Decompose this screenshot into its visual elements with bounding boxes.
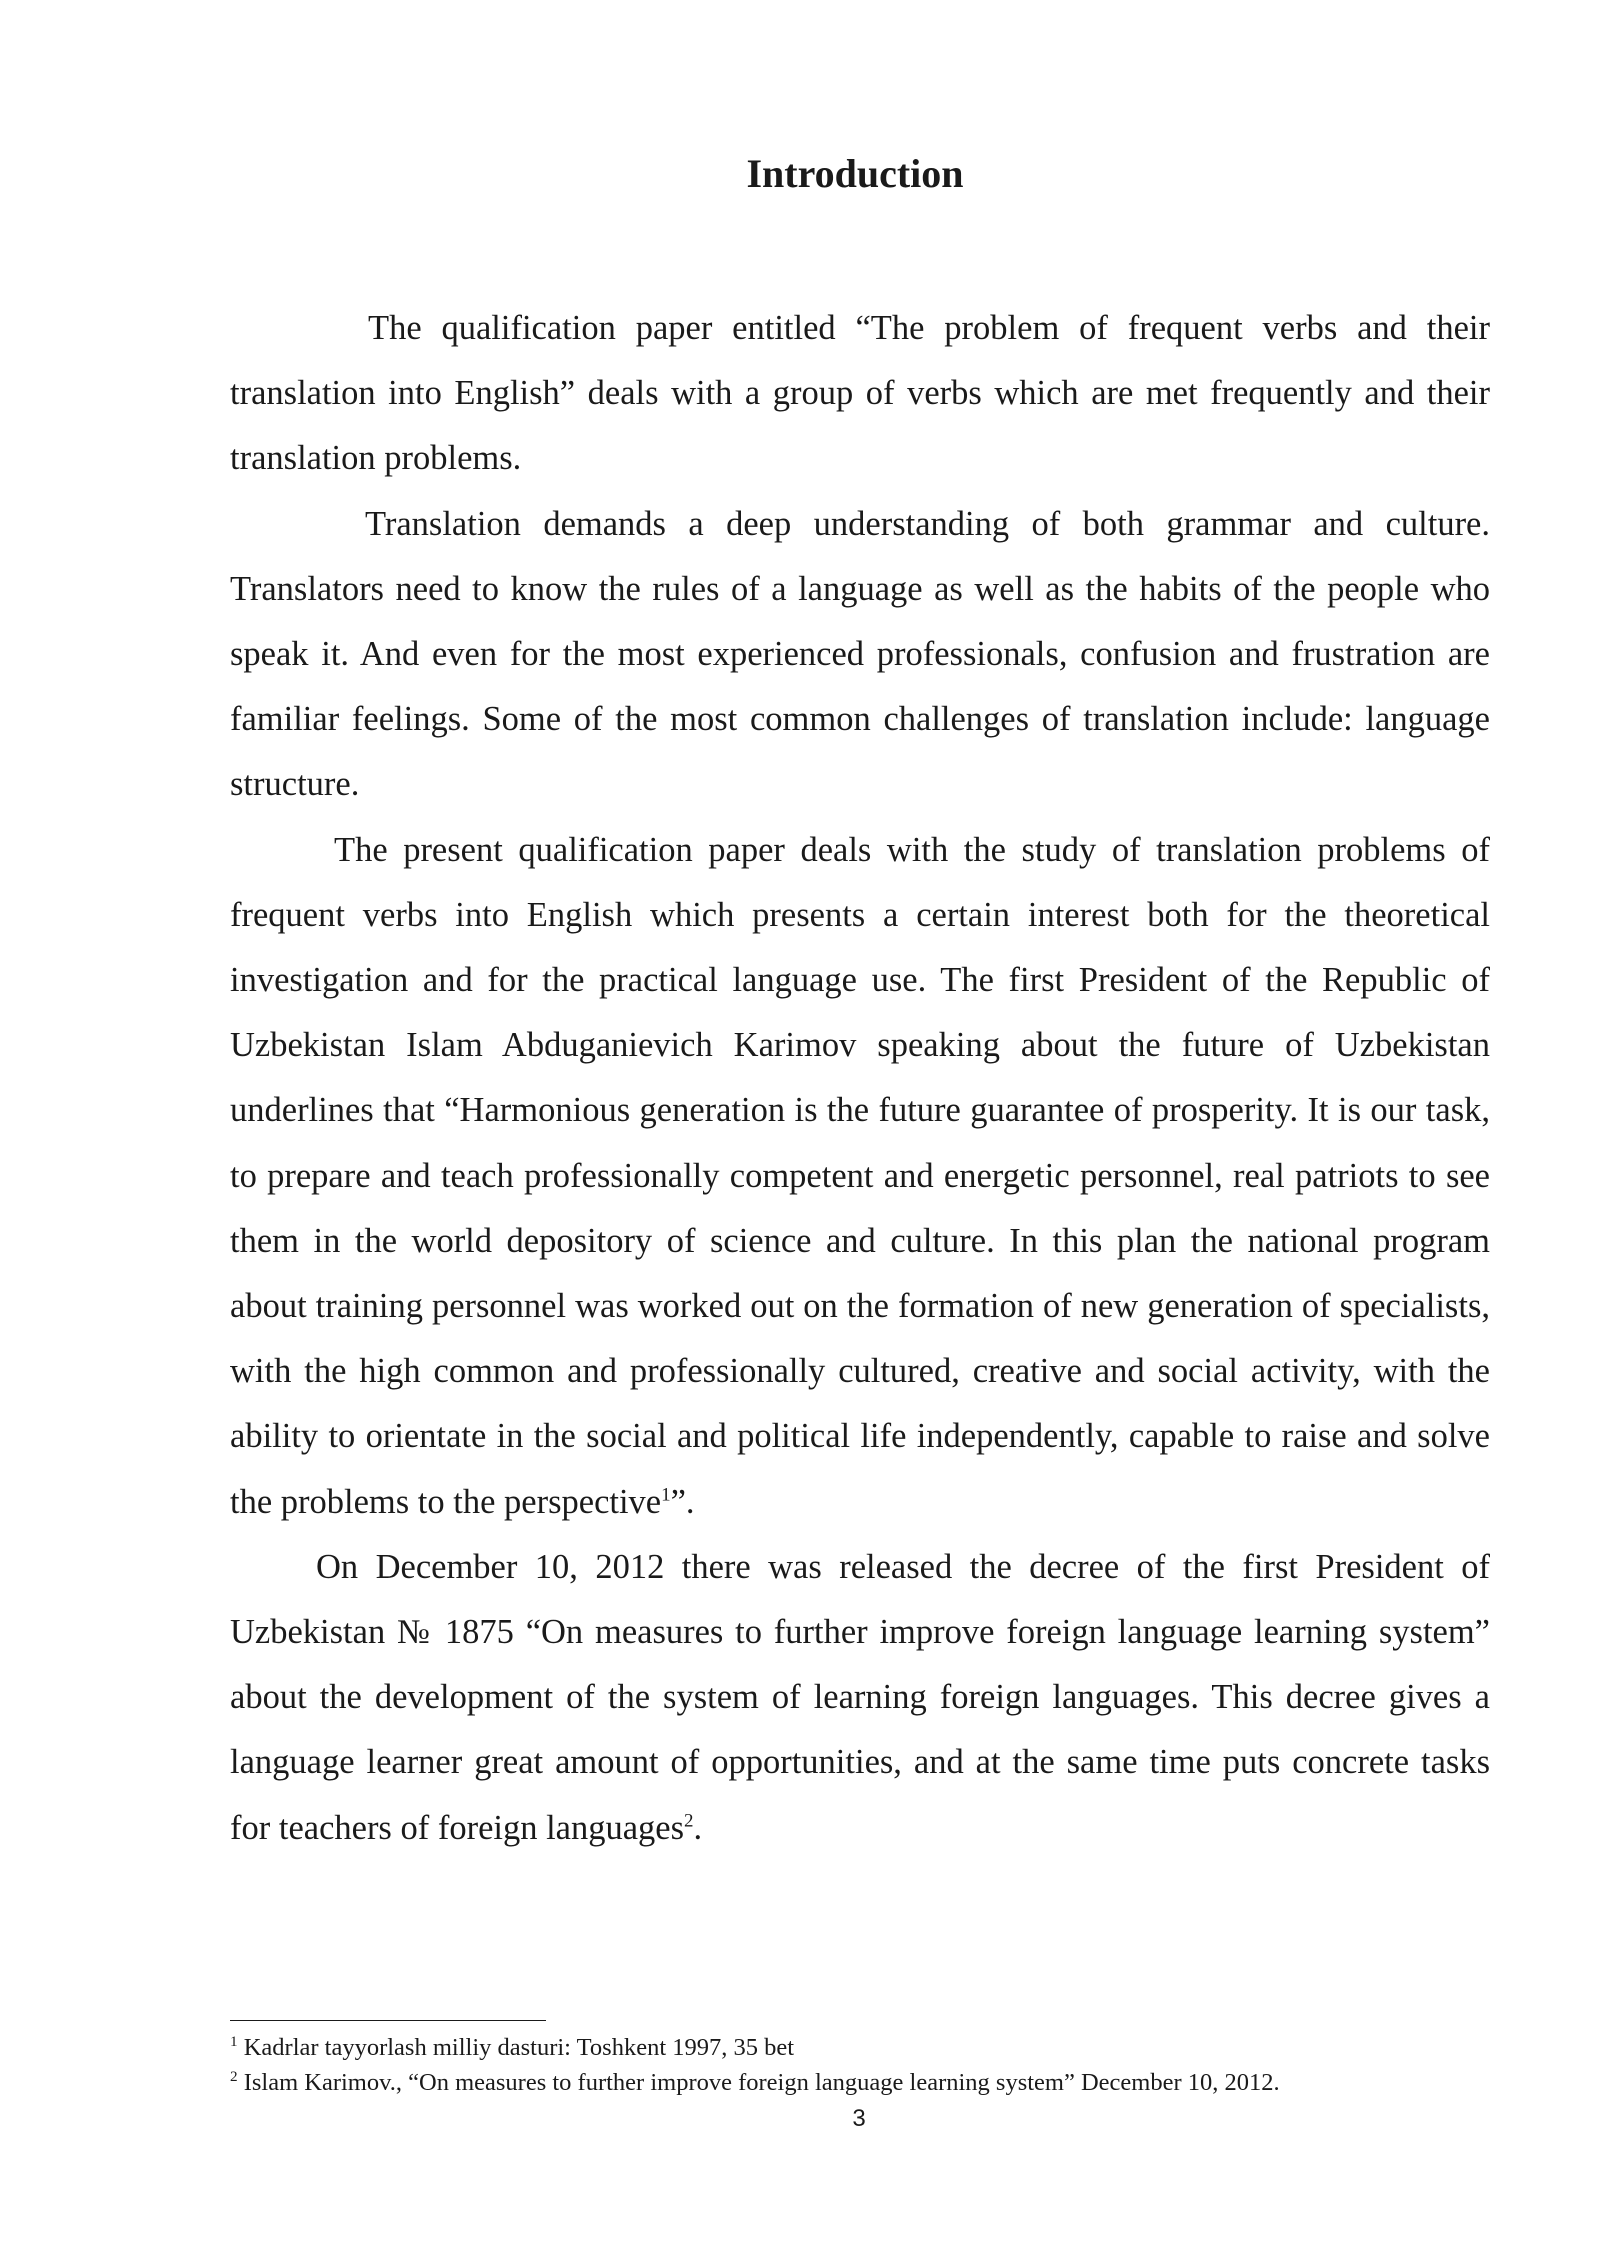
paragraph-3-closing: ”. [670, 1482, 695, 1521]
page-title: Introduction [746, 151, 964, 196]
body-text [230, 296, 1490, 1861]
paragraph-4-closing: . [693, 1808, 703, 1847]
footnote-1 [230, 2030, 1490, 2065]
footnote-1-marker: 1 [230, 2032, 238, 2050]
paragraph-3-text: The present qualification paper deals with the study of translation problems of frequent verbs into English which presents a certain interest both for the theoretical investigation and for the practical language use. The first President of the Republic of Uzbekistan Islam Abduganievich Karimov speaking about the future of Uzbekistan underlines that “Harmonious generation is the future guarantee of prosperity. It is our task, to prepare and teach professionally competent and energetic personnel, real patriots to see them in the world depository of science and culture. In this plan the national program about training personnel was worked out on the formation of new generation of specialists, with the high common and professionally cultured, creative and social activity, with the ability to orientate in the social and political life independently, capable to raise and solve the problems to the perspective [230, 830, 1490, 1521]
paragraph-3 [230, 818, 1490, 1535]
paragraph-4-text: On December 10, 2012 there was released the decree of the first President of Uzbekistan № 1875 “On measures to further improve foreign language learning system” about the development of the system of learning foreign languages. This decree gives a language learner great amount of opportunities, and at the same time puts concrete tasks for teachers of foreign languages [230, 1547, 1490, 1847]
paragraph-1: The qualification paper entitled “The problem of frequent verbs and their translation into English” deals with a group of verbs which are met frequently and their translation problems. [230, 309, 1490, 478]
footnotes [230, 2030, 1490, 2100]
paragraph-2: Translation demands a deep understanding of both grammar and culture. Translators need to know the rules of a language as well as the habits of the people who speak it. And even for the most experienced professionals, confusion and frustration are familiar feelings. Some of the most common challenges of translation include: language structure. [230, 504, 1490, 804]
footnote-separator [230, 2020, 546, 2021]
footnote-ref-1: 1 [661, 1484, 671, 1506]
footnote-2 [230, 2065, 1490, 2100]
paragraph-4 [230, 1535, 1490, 1861]
footnote-ref-2: 2 [684, 1810, 694, 1832]
footnote-1-text: Kadrlar tayyorlash milliy dasturi: Toshkent 1997, 35 bet [243, 2034, 795, 2061]
footnote-2-text: Islam Karimov., “On measures to further improve foreign language learning system” December 10, 2012. [243, 2069, 1280, 2096]
footnote-2-marker: 2 [230, 2067, 238, 2085]
page-number: 3 [852, 2105, 866, 2132]
